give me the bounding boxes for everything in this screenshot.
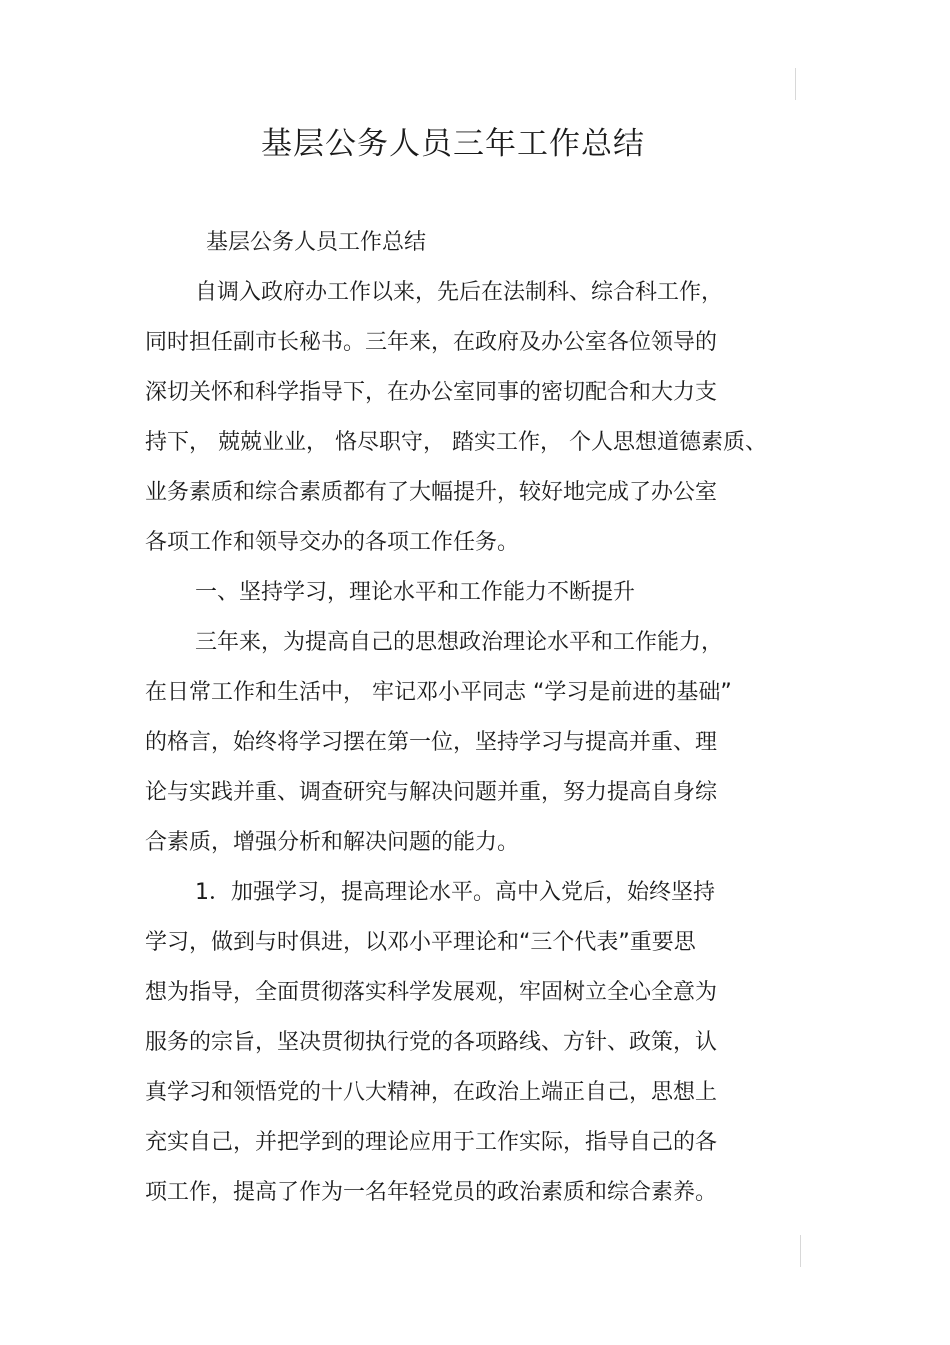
body-line: 项工作，提高了作为一名年轻党员的政治素质和综合素养。 (145, 1180, 718, 1205)
body-line: 的格言，始终将学习摆在第一位，坚持学习与提高并重、理 (145, 730, 718, 755)
body-line: 充实自己，并把学到的理论应用于工作实际，指导自己的各 (145, 1130, 718, 1155)
body-line: 各项工作和领导交办的各项工作任务。 (145, 530, 520, 555)
document-title: 基层公务人员三年工作总结 (261, 126, 645, 162)
body-line: 深切关怀和科学指导下，在办公室同事的密切配合和大力支 (145, 380, 718, 405)
page-edge-mark-bottom (800, 1235, 801, 1267)
body-line: 合素质，增强分析和解决问题的能力。 (145, 830, 520, 855)
body-line: 真学习和领悟党的十八大精神，在政治上端正自己，思想上 (145, 1080, 718, 1105)
body-line: 持下， 兢兢业业， 恪尽职守， 踏实工作， 个人思想道德素质、 (145, 430, 767, 455)
body-line: 自调入政府办工作以来，先后在法制科、综合科工作， (195, 280, 724, 305)
body-line: 想为指导，全面贯彻落实科学发展观，牢固树立全心全意为 (145, 980, 718, 1005)
body-line: 业务素质和综合素质都有了大幅提升，较好地完成了办公室 (145, 480, 718, 505)
body-line: 三年来，为提高自己的思想政治理论水平和工作能力， (195, 630, 724, 655)
body-line: 1．加强学习，提高理论水平。高中入党后，始终坚持 (195, 880, 715, 905)
body-line: 服务的宗旨，坚决贯彻执行党的各项路线、方针、政策，认 (145, 1030, 718, 1055)
section-heading: 一、坚持学习，理论水平和工作能力不断提升 (195, 580, 636, 605)
body-line-subtitle: 基层公务人员工作总结 (206, 230, 427, 255)
page-edge-mark-top (795, 68, 796, 100)
body-line: 同时担任副市长秘书。三年来，在政府及办公室各位领导的 (145, 330, 718, 355)
body-line: 学习，做到与时俱进，以邓小平理论和“三个代表”重要思 (145, 930, 696, 955)
body-line: 在日常工作和生活中， 牢记邓小平同志 “学习是前进的基础” (145, 680, 732, 705)
body-line: 论与实践并重、调查研究与解决问题并重，努力提高自身综 (145, 780, 718, 805)
